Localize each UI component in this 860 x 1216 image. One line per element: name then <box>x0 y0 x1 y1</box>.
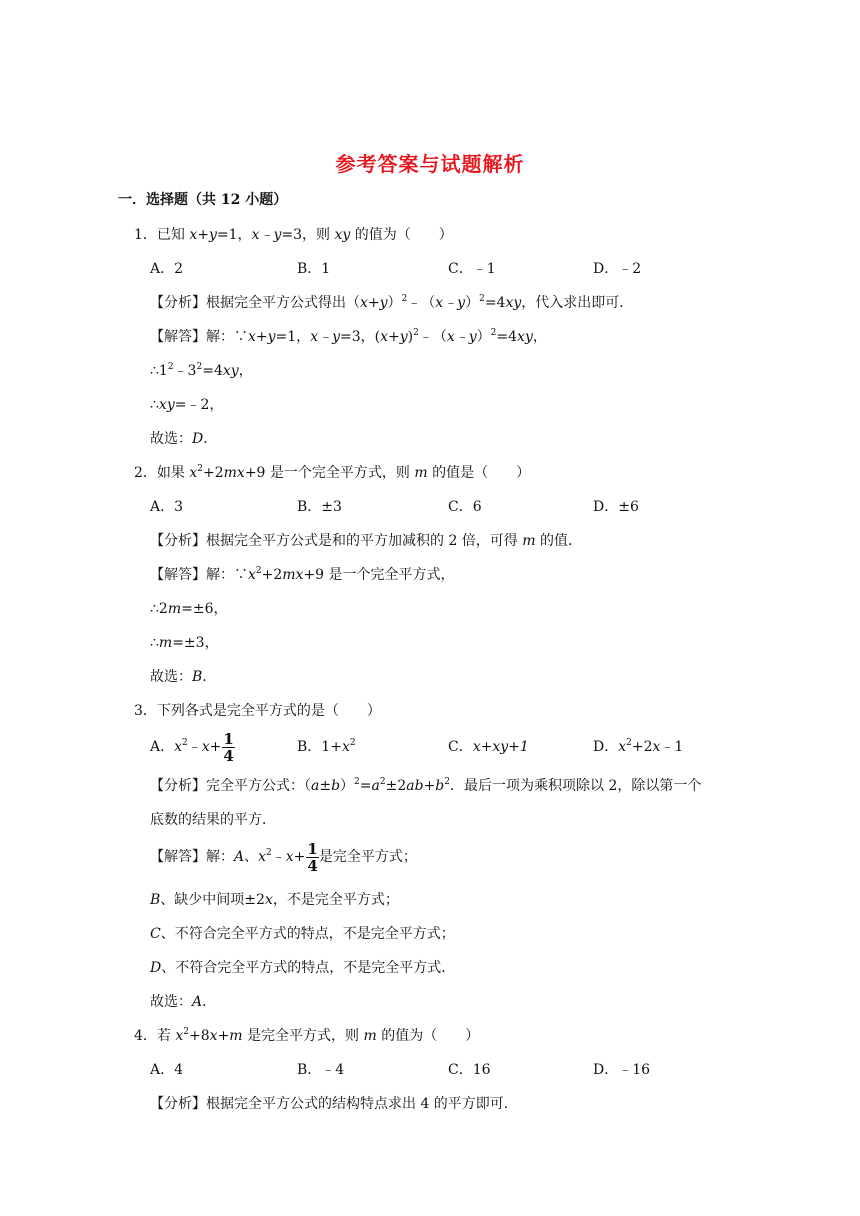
q3-answer: 【解答】解：A、$x^2﹣x+$ $\frac{1}{4}$ 是完全平方式； <box>150 839 417 875</box>
q2-option-d: D．±6 <box>593 499 639 515</box>
q2-option-c: C．6 <box>448 499 482 515</box>
q2-step-1: ∴2m=±6， <box>150 601 228 617</box>
q3-option-d: D．$x^2+2x﹣1$ <box>593 738 684 755</box>
q3-option-a: A．$x^2﹣x+$ $\frac{1}{4}$ <box>150 729 234 765</box>
q1-step-2: ∴xy=﹣2， <box>150 397 224 413</box>
section-heading: 一．选择题（共 12 小题） <box>118 192 288 208</box>
fraction-one-quarter: $\frac{1}{4}$ <box>307 839 318 875</box>
q4-analysis: 【分析】根据完全平方公式的结构特点求出 4 的平方即可． <box>150 1096 518 1112</box>
q3-line-d: D、不符合完全平方式的特点，不是完全平方式． <box>150 960 456 976</box>
q4-option-c: C．16 <box>448 1062 491 1078</box>
q1-option-d: D．﹣2 <box>593 261 642 277</box>
q2-choice: 故选：B． <box>150 669 217 685</box>
q1-choice: 故选：D． <box>150 431 218 447</box>
q4-option-a: A．4 <box>150 1062 184 1078</box>
q1-step-1: $\therefore 1^2﹣3^2=4xy$， <box>150 362 253 379</box>
page-title: 参考答案与试题解析 <box>335 152 525 176</box>
question-3-stem: 3．下列各式是完全平方式的是（ ） <box>134 703 381 719</box>
q1-option-c: C．﹣1 <box>448 261 496 277</box>
q2-step-2: ∴m=±3， <box>150 635 219 651</box>
q2-analysis: 【分析】根据完全平方公式是和的平方加减积的 2 倍，可得 m 的值． <box>150 533 582 549</box>
q3-line-b: B、缺少中间项±2x，不是完全平方式； <box>150 892 399 908</box>
q4-option-b: B．﹣4 <box>297 1062 345 1078</box>
q3-analysis: 【分析】完全平方公式：$(a\pm b)^2=a^2\pm 2ab+b^2$．最后一项为乘积项除以 2，除以第一个 <box>150 777 702 794</box>
q3-line-c: C、不符合完全平方式的特点，不是完全平方式； <box>150 926 455 942</box>
question-4-stem: 4．若 $x^2+8x+m$ 是完全平方式，则 m 的值为（ ） <box>134 1027 480 1044</box>
q1-analysis: 【分析】根据完全平方公式得出$(x+y)^2﹣(x﹣y)^2=4xy$，代入求出即可． <box>150 294 634 311</box>
q2-option-a: A．3 <box>150 499 184 515</box>
q4-option-d: D．﹣16 <box>593 1062 651 1078</box>
q3-option-b: B．$1+x^2$ <box>297 738 356 755</box>
q3-option-c: C．x+xy+1 <box>448 739 529 755</box>
q3-analysis-line-2: 底数的结果的平方． <box>150 812 276 828</box>
q1-answer: 【解答】解：∵x+y=1，x﹣y=3，$(x+y)^2﹣(x﹣y)^2=4xy$， <box>150 328 547 345</box>
question-2-stem: 2．如果 $x^2+2mx+9$ 是一个完全平方式，则 m 的值是（ ） <box>134 464 531 481</box>
fraction-one-quarter: $\frac{1}{4}$ <box>223 729 234 765</box>
q2-option-b: B．±3 <box>297 499 342 515</box>
q1-option-b: B．1 <box>297 261 331 277</box>
q1-option-a: A．2 <box>150 261 184 277</box>
question-1-stem: 1．已知 x+y=1，x﹣y=3，则 xy 的值为（ ） <box>134 227 453 243</box>
q3-choice: 故选：A． <box>150 994 217 1010</box>
q2-answer: 【解答】解：$\because x^2+2mx+9$ 是一个完全平方式， <box>150 566 455 583</box>
